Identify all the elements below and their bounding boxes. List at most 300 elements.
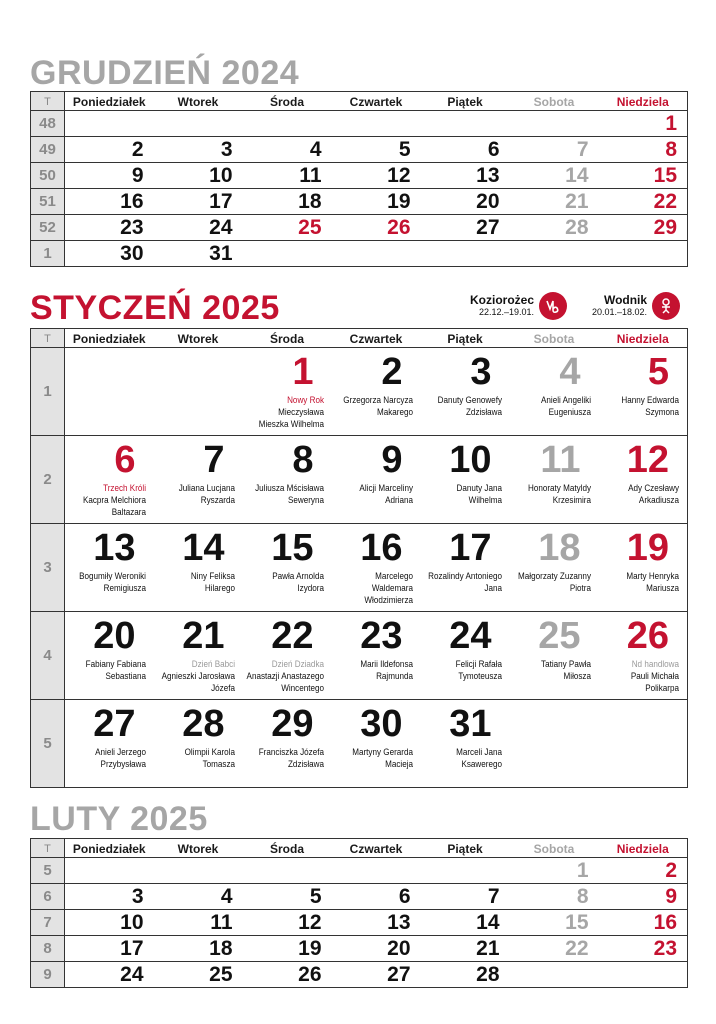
weekday-header: Środa [243,839,332,858]
name-day-line: Krzesimira [552,495,591,505]
name-day-line: Rozalindy Antoniego [427,571,502,581]
day-number: 2 [381,351,403,393]
day-cell: 11 [243,163,332,189]
day-cell [65,436,154,524]
name-day-line: Adriana [384,495,413,505]
weekday-header: Sobota [510,92,599,111]
name-days [501,658,591,682]
name-day-line: Mariusza [646,583,679,593]
name-days [412,746,502,770]
name-day-line: Kacpra Melchiora [82,495,146,505]
weekday-header: Czwartek [332,92,421,111]
day-cell [154,612,243,700]
december-calendar [30,91,688,267]
day-number: 12 [626,439,669,481]
day-cell: 12 [332,163,421,189]
week-number: 51 [31,189,65,215]
day-cell [65,700,154,788]
january-calendar [30,328,688,788]
day-cell: 22 [510,936,599,962]
day-cell [65,524,154,612]
aquarius-icon [652,292,680,320]
day-cell: 6 [332,884,421,910]
day-cell [65,348,154,436]
day-cell [243,700,332,788]
weekday-header: Piątek [421,92,510,111]
name-days [323,658,413,682]
name-day-line: Mieczysława [277,407,324,417]
day-cell [154,524,243,612]
week-number: 2 [31,436,65,524]
name-day-line: Józefa [210,683,235,693]
day-cell [332,436,421,524]
name-day-line: Juliana Lucjana [178,483,235,493]
day-cell [599,700,688,788]
weekday-header: Wtorek [154,839,243,858]
day-cell: 17 [154,189,243,215]
name-days [323,394,413,418]
week-row [31,348,688,436]
day-number: 26 [626,615,669,657]
day-number: 6 [114,439,136,481]
day-cell: 18 [243,189,332,215]
name-days [412,658,502,682]
day-cell: 26 [243,962,332,988]
week-row [31,215,688,241]
day-number: 13 [93,527,136,569]
day-cell: 16 [599,910,688,936]
day-cell: 2 [65,137,154,163]
name-days [56,482,146,518]
name-days [589,394,679,418]
week-row [31,436,688,524]
day-cell: 24 [154,215,243,241]
name-day-line: Pauli Michała [630,671,679,681]
day-cell: 4 [154,884,243,910]
day-number: 23 [360,615,403,657]
name-day-line: Jana [483,583,502,593]
name-days [145,482,235,506]
name-day-line: Piotra [569,583,591,593]
weekday-header: Czwartek [332,329,421,348]
name-day-line: Anastazji Anastazego [246,671,324,681]
weekday-header: Sobota [510,329,599,348]
week-row [31,163,688,189]
week-number: 8 [31,936,65,962]
day-number: 5 [647,351,669,393]
day-cell [154,348,243,436]
name-day-line: Agnieszki Jarosława [161,671,235,681]
day-number: 3 [470,351,492,393]
day-number: 25 [538,615,581,657]
day-number: 19 [626,527,669,569]
day-cell: 22 [599,189,688,215]
name-days [234,482,324,506]
name-days [323,746,413,770]
day-cell: 21 [421,936,510,962]
day-number: 7 [203,439,225,481]
name-day-line: Juliusza Mścisława [254,483,324,493]
february-calendar [30,838,688,988]
day-cell: 27 [421,215,510,241]
name-days [145,658,235,694]
name-days [501,570,591,594]
name-days [234,658,324,694]
zodiac-capricorn [470,292,567,320]
week-row [31,700,688,788]
day-cell [421,111,510,137]
day-cell: 13 [332,910,421,936]
day-number: 24 [449,615,492,657]
day-cell [65,612,154,700]
week-number: 4 [31,612,65,700]
weekday-header: Poniedziałek [65,839,154,858]
name-day-line: Wilhelma [468,495,502,505]
occasion-label: Dzień Babci [191,659,235,669]
week-number: 9 [31,962,65,988]
name-day-line: Włodzimierza [363,595,413,605]
name-day-line: Danuty Genowefy [437,395,502,405]
name-day-line: Tatiany Pawła [540,659,591,669]
name-days [234,746,324,770]
day-cell: 23 [599,936,688,962]
day-cell: 21 [510,189,599,215]
day-cell [599,524,688,612]
week-number: 49 [31,137,65,163]
zodiac-name: Koziorożec [470,293,535,307]
name-day-line: Małgorzaty Zuzanny [517,571,591,581]
day-cell: 20 [332,936,421,962]
name-days [589,570,679,594]
day-cell [332,524,421,612]
name-day-line: Remigiusza [103,583,146,593]
name-day-line: Miłosza [563,671,591,681]
week-number-header: T [31,92,65,111]
day-number: 22 [271,615,314,657]
day-cell: 17 [65,936,154,962]
day-cell [243,111,332,137]
name-day-line: Waldemara [371,583,413,593]
name-day-line: Martyny Gerarda [351,747,413,757]
week-row [31,111,688,137]
name-day-line: Zdzisława [465,407,502,417]
day-cell: 8 [599,137,688,163]
name-day-line: Alicji Marceliny [358,483,413,493]
name-day-line: Honoraty Matyldy [527,483,591,493]
name-day-line: Anieli Angeliki [540,395,591,405]
day-number: 30 [360,703,403,745]
day-number: 18 [538,527,581,569]
day-cell: 1 [599,111,688,137]
day-cell: 4 [243,137,332,163]
name-day-line: Mieszka Wilhelma [258,419,324,429]
name-days [145,570,235,594]
name-day-line: Makarego [376,407,413,417]
name-day-line: Wincentego [280,683,324,693]
week-number: 7 [31,910,65,936]
day-cell: 20 [421,189,510,215]
name-days [412,482,502,506]
week-number: 5 [31,858,65,884]
week-number: 50 [31,163,65,189]
week-number: 52 [31,215,65,241]
name-day-line: Przybysława [100,759,146,769]
week-row [31,241,688,267]
holiday-label: Trzech Króli [102,483,146,493]
day-cell [599,612,688,700]
name-day-line: Olimpii Karola [184,747,235,757]
day-cell: 10 [154,163,243,189]
name-day-line: Marty Henryka [626,571,679,581]
day-cell: 29 [599,215,688,241]
day-cell [599,436,688,524]
day-cell [421,241,510,267]
name-day-line: Marii Ildefonsa [359,659,413,669]
day-number: 14 [182,527,225,569]
day-cell [332,348,421,436]
january-title: STYCZEŃ 2025 [30,289,280,327]
week-row [31,910,688,936]
name-day-line: Fabiany Fabiana [85,659,146,669]
day-cell: 7 [421,884,510,910]
name-day-line: Ksawerego [460,759,502,769]
week-number: 3 [31,524,65,612]
week-row [31,524,688,612]
name-day-line: Danuty Jana [456,483,502,493]
zodiac-range: 22.12.–19.01. [478,307,535,317]
day-cell: 14 [421,910,510,936]
day-cell [421,436,510,524]
day-number: 27 [93,703,136,745]
weekday-header: Środa [243,92,332,111]
name-day-line: Hilarego [204,583,235,593]
day-number: 29 [271,703,314,745]
name-days [145,746,235,770]
day-number: 28 [182,703,225,745]
day-cell [599,241,688,267]
weekday-header: Niedziela [599,92,688,111]
day-cell: 30 [65,241,154,267]
day-cell [421,524,510,612]
day-cell [154,436,243,524]
name-day-line: Seweryna [287,495,324,505]
name-day-line: Sebastiana [104,671,146,681]
day-cell [510,241,599,267]
zodiac-aquarius [592,292,680,320]
name-day-line: Polikarpa [645,683,679,693]
day-cell [243,858,332,884]
weekday-header: Poniedziałek [65,92,154,111]
day-cell [421,612,510,700]
day-cell: 10 [65,910,154,936]
day-cell [332,858,421,884]
day-cell [510,436,599,524]
day-cell: 6 [421,137,510,163]
day-cell [65,858,154,884]
week-row [31,884,688,910]
zodiac-name: Wodnik [603,293,648,307]
name-day-line: Pawła Arnolda [271,571,324,581]
day-number: 1 [292,351,314,393]
name-day-line: Baltazara [111,507,146,517]
day-cell [421,348,510,436]
week-number-header: T [31,839,65,858]
day-number: 11 [540,439,581,481]
name-day-line: Bogumiły Weroniki [78,571,146,581]
capricorn-icon [539,292,567,320]
day-cell: 2 [599,858,688,884]
day-cell [599,348,688,436]
day-number: 10 [449,439,492,481]
day-cell [65,111,154,137]
weekday-header: Niedziela [599,329,688,348]
day-cell [421,700,510,788]
day-cell [332,241,421,267]
week-number: 48 [31,111,65,137]
week-row [31,189,688,215]
day-cell: 9 [599,884,688,910]
day-cell: 7 [510,137,599,163]
day-cell [332,700,421,788]
name-days [501,482,591,506]
day-number: 20 [93,615,136,657]
day-cell: 26 [332,215,421,241]
day-cell [599,962,688,988]
weekday-header: Niedziela [599,839,688,858]
week-number: 5 [31,700,65,788]
day-number: 9 [381,439,403,481]
day-cell [510,348,599,436]
name-days [501,394,591,418]
weekday-header: Poniedziałek [65,329,154,348]
week-number: 6 [31,884,65,910]
name-day-line: Arkadiusza [638,495,679,505]
day-cell: 25 [243,215,332,241]
day-cell [243,436,332,524]
weekday-header: Wtorek [154,92,243,111]
day-cell: 3 [65,884,154,910]
day-cell: 23 [65,215,154,241]
day-number: 8 [292,439,314,481]
week-number-header: T [31,329,65,348]
name-day-line: Ryszarda [200,495,235,505]
week-row [31,858,688,884]
day-cell: 3 [154,137,243,163]
name-days [56,658,146,682]
day-cell: 14 [510,163,599,189]
week-number: 1 [31,241,65,267]
week-row [31,137,688,163]
name-day-line: Tymoteusza [457,671,502,681]
day-cell: 28 [421,962,510,988]
name-days [56,746,146,770]
name-day-line: Anieli Jerzego [94,747,146,757]
name-day-line: Marcelego [374,571,413,581]
weekday-header: Piątek [421,329,510,348]
day-cell [510,612,599,700]
day-cell: 9 [65,163,154,189]
day-cell: 1 [510,858,599,884]
day-cell: 18 [154,936,243,962]
day-cell [510,524,599,612]
holiday-label: Nowy Rok [286,395,324,405]
week-row [31,936,688,962]
week-number: 1 [31,348,65,436]
day-cell: 19 [243,936,332,962]
day-cell [510,700,599,788]
day-cell [510,111,599,137]
day-cell: 24 [65,962,154,988]
day-cell [154,858,243,884]
day-cell [243,348,332,436]
day-cell [154,111,243,137]
name-day-line: Franciszka Józefa [258,747,324,757]
name-day-line: Rajmunda [375,671,413,681]
name-day-line: Izydora [296,583,324,593]
name-day-line: Tomasza [202,759,235,769]
day-cell: 25 [154,962,243,988]
day-number: 17 [449,527,492,569]
name-day-line: Macieja [384,759,413,769]
day-cell: 31 [154,241,243,267]
february-title: LUTY 2025 [30,800,208,838]
name-day-line: Grzegorza Narcyza [342,395,413,405]
day-cell: 15 [599,163,688,189]
name-days [56,570,146,594]
name-day-line: Niny Feliksa [190,571,235,581]
day-cell [243,241,332,267]
day-cell: 15 [510,910,599,936]
weekday-header: Środa [243,329,332,348]
name-day-line: Ady Czesławy [628,483,679,493]
day-cell: 8 [510,884,599,910]
day-cell: 5 [332,137,421,163]
name-day-line: Felicji Rafała [455,659,502,669]
name-days [589,658,679,694]
day-cell [421,858,510,884]
name-day-line: Marceli Jana [455,747,502,757]
occasion-label: Nd handlowa [631,659,679,669]
week-row [31,962,688,988]
name-days [412,570,502,594]
name-day-line: Szymona [645,407,679,417]
week-row [31,612,688,700]
day-cell [332,111,421,137]
day-cell: 12 [243,910,332,936]
name-day-line: Hanny Edwarda [621,395,679,405]
december-title: GRUDZIEŃ 2024 [30,54,300,92]
day-number: 21 [182,615,225,657]
day-number: 31 [449,703,492,745]
day-cell [243,524,332,612]
occasion-label: Dzień Dziadka [271,659,324,669]
day-cell: 16 [65,189,154,215]
weekday-header: Sobota [510,839,599,858]
weekday-header-row [31,329,688,348]
day-cell [154,700,243,788]
weekday-header: Wtorek [154,329,243,348]
day-cell: 13 [421,163,510,189]
name-days [412,394,502,418]
name-days [234,570,324,594]
day-cell [332,612,421,700]
day-cell [510,962,599,988]
day-number: 15 [271,527,314,569]
name-days [234,394,324,430]
weekday-header: Piątek [421,839,510,858]
day-cell: 28 [510,215,599,241]
day-cell: 5 [243,884,332,910]
